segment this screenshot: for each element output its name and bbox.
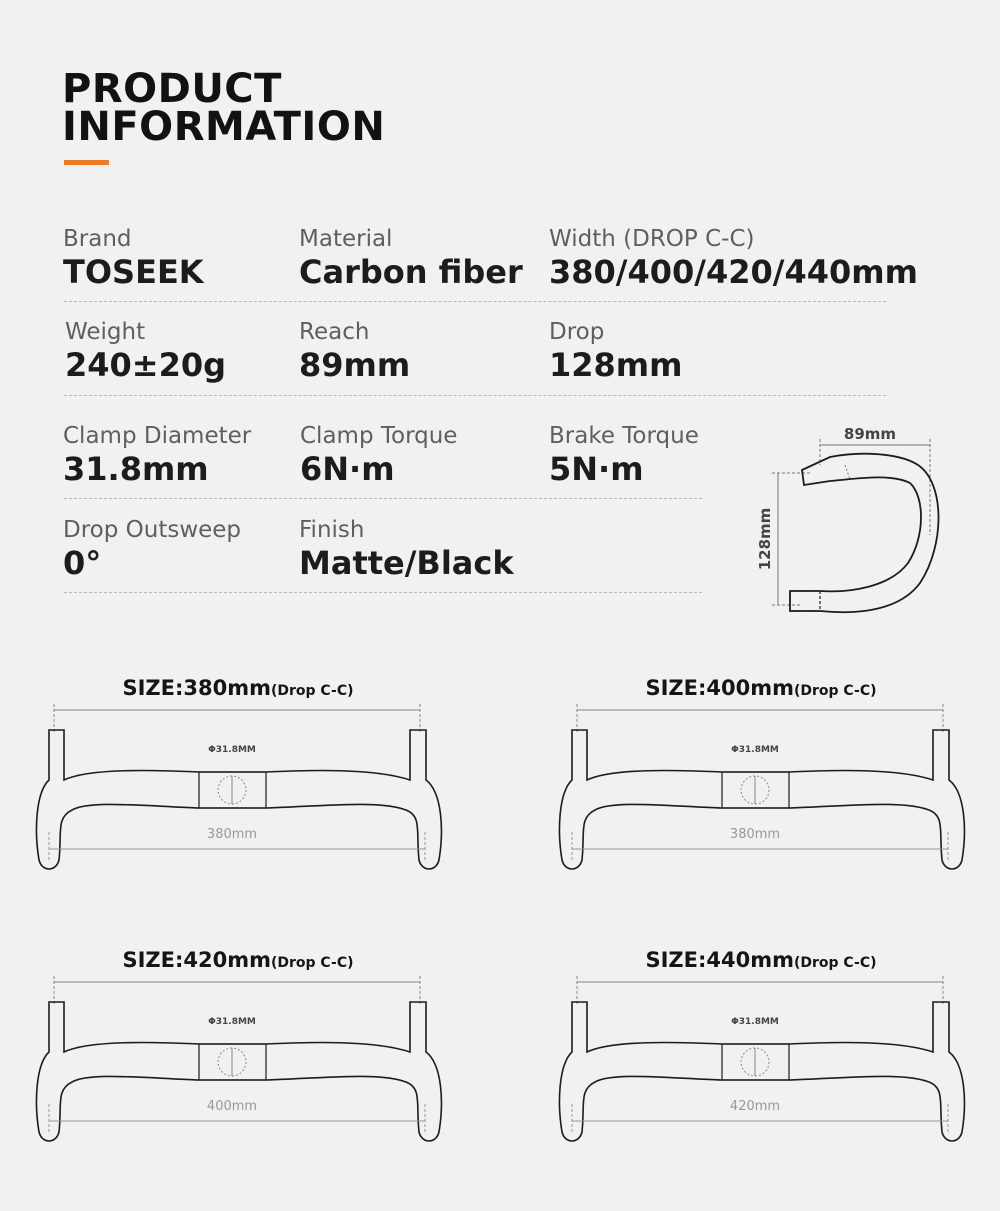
spec-label: Clamp Diameter (63, 423, 252, 449)
handlebar-front-view (555, 702, 967, 872)
size-diagram-2 (32, 944, 444, 1144)
size-title (555, 948, 967, 972)
page-title (62, 66, 386, 150)
size-title-suffix: (Drop C-C) (793, 955, 877, 971)
spec-label: Brake Torque (549, 423, 699, 449)
spec-width (549, 225, 918, 291)
title-accent-bar (64, 160, 109, 165)
spec-brake-torque (549, 422, 699, 488)
spec-label: Reach (299, 319, 370, 345)
spec-label: Drop Outsweep (63, 517, 242, 543)
size-title-suffix: (Drop C-C) (270, 955, 354, 971)
row-divider (64, 395, 886, 396)
width-label: 420mm (729, 1099, 781, 1114)
size-title (32, 676, 444, 700)
title-line-2: INFORMATION (62, 104, 386, 150)
row-divider (64, 592, 702, 593)
size-title (555, 676, 967, 700)
spec-value: 240±20g (65, 346, 227, 384)
spec-reach (299, 318, 410, 384)
clamp-label: Φ31.8MM (731, 1017, 779, 1027)
spec-value: Carbon fiber (299, 253, 523, 291)
spec-label: Clamp Torque (300, 423, 458, 449)
spec-value: 31.8mm (63, 450, 209, 488)
spec-material (299, 225, 523, 291)
spec-label: Material (299, 226, 393, 252)
spec-value: Matte/Black (299, 544, 514, 582)
drop-label: 128mm (756, 507, 774, 571)
handlebar-front-view (32, 702, 444, 872)
handlebar-profile (790, 454, 939, 612)
side-profile-diagram (740, 415, 980, 630)
spec-drop (549, 318, 682, 384)
title-line-1: PRODUCT (62, 66, 282, 112)
spec-label: Weight (65, 319, 146, 345)
size-diagram-1 (555, 672, 967, 872)
spec-clamp-torque (300, 422, 457, 488)
reach-label: 89mm (843, 425, 897, 443)
size-diagram-3 (555, 944, 967, 1144)
size-title-main: SIZE:420mm (122, 948, 271, 972)
size-title-suffix: (Drop C-C) (793, 683, 877, 699)
spec-value: 89mm (299, 346, 411, 384)
spec-value: 5N·m (549, 450, 644, 488)
size-title-suffix: (Drop C-C) (270, 683, 354, 699)
width-label: 400mm (206, 1099, 258, 1114)
clamp-label: Φ31.8MM (208, 745, 256, 755)
row-divider (64, 301, 886, 302)
size-title (32, 948, 444, 972)
spec-value: 6N·m (300, 450, 395, 488)
size-title-main: SIZE:380mm (122, 676, 271, 700)
spec-clamp-diameter (63, 422, 251, 488)
spec-label: Drop (549, 319, 605, 345)
size-title-main: SIZE:440mm (645, 948, 794, 972)
width-label: 380mm (729, 827, 781, 842)
spec-value: TOSEEK (63, 253, 204, 291)
clamp-label: Φ31.8MM (208, 1017, 256, 1027)
spec-brand (63, 225, 204, 291)
size-title-main: SIZE:400mm (645, 676, 794, 700)
handlebar-front-view (32, 974, 444, 1144)
spec-label: Finish (299, 517, 365, 543)
spec-label: Brand (63, 226, 132, 252)
clamp-label: Φ31.8MM (731, 745, 779, 755)
row-divider (64, 498, 702, 499)
spec-value: 380/400/420/440mm (549, 253, 918, 291)
spec-label: Width (DROP C-C) (549, 226, 755, 252)
spec-weight (65, 318, 226, 384)
spec-finish (299, 516, 514, 582)
spec-value: 128mm (549, 346, 683, 384)
spec-value: 0° (63, 544, 102, 582)
spec-drop-outsweep (63, 516, 241, 582)
size-diagram-0 (32, 672, 444, 872)
handlebar-front-view (555, 974, 967, 1144)
width-label: 380mm (206, 827, 258, 842)
